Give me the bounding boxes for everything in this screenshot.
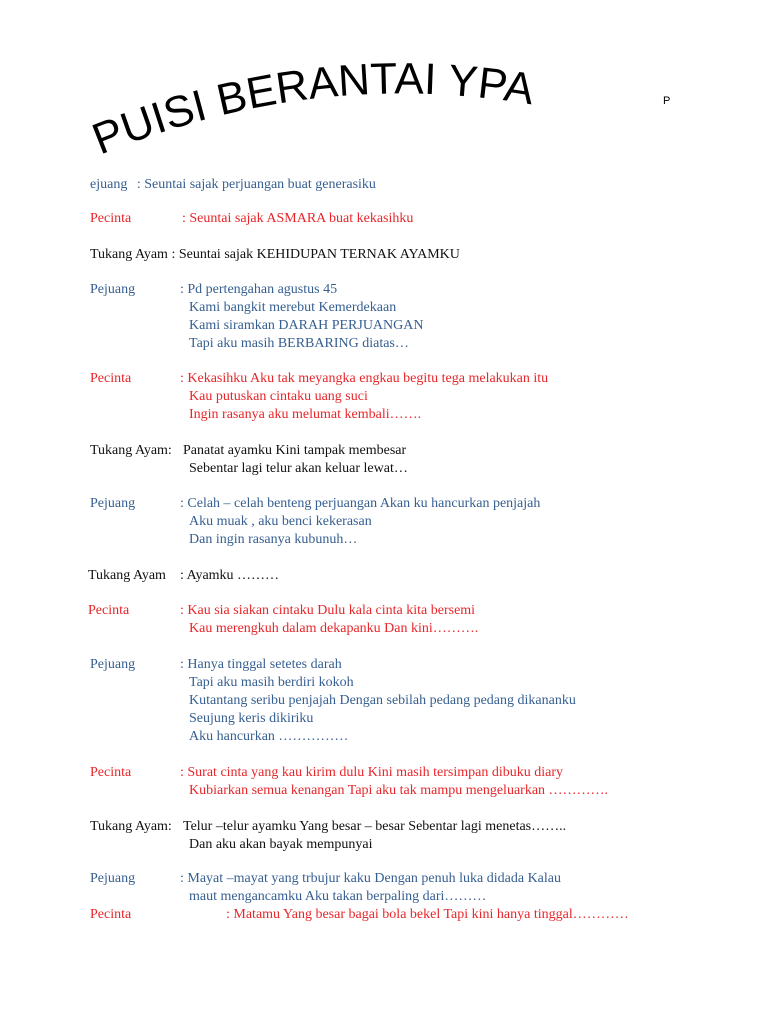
stanza-line: Panatat ayamku Kini tampak membesar [183, 443, 407, 458]
stanza-line: Kami siramkan DARAH PERJUANGAN [189, 318, 424, 333]
intro-separator: : [136, 177, 141, 192]
stanza-line: Tapi aku masih BERBARING diatas… [189, 336, 409, 351]
stanza-line: Aku hancurkan …………… [189, 729, 349, 744]
stanza-line: Seujung keris dikiriku [189, 711, 314, 726]
intro-line-pecinta [90, 210, 413, 228]
stanza-line: Dan ingin rasanya kubunuh… [189, 532, 358, 547]
stanza-line: Kami bangkit merebut Kemerdekaan [189, 300, 397, 315]
intro-speaker: Pecinta [90, 211, 132, 226]
stanza-line: : Kekasihku Aku tak meyangka engkau begitu tega melakukan itu [180, 371, 549, 386]
poem-title-path: PUISI BERANTAI YPA [85, 54, 538, 165]
intro-text: Seuntai sajak perjuangan buat generasiku [144, 177, 376, 192]
stanza-speaker: Pecinta [88, 603, 130, 618]
stanza-line: Ingin rasanya aku melumat kembali……. [189, 407, 422, 422]
stanza-speaker: Tukang Ayam [88, 568, 166, 583]
stanza-speaker: Pecinta [90, 907, 132, 922]
stanza-line: : Mayat –mayat yang trbujur kaku Dengan penuh luka didada Kalau [180, 871, 561, 886]
stanza-line: Kubiarkan semua kenangan Tapi aku tak mampu mengeluarkan …………. [189, 783, 609, 798]
stanza-line: Kutantang seribu penjajah Dengan sebilah pedang pedang dikananku [189, 693, 576, 708]
stanza-speaker: Pejuang [90, 657, 136, 672]
stanza-line: : Matamu Yang besar bagai bola bekel Tapi kini hanya tinggal………… [226, 907, 629, 922]
stanza-line: : Hanya tinggal setetes darah [180, 657, 342, 672]
stanza-line: Kau merengkuh dalam dekapanku Dan kini………. [189, 621, 479, 636]
stanza-speaker: Tukang Ayam: [90, 443, 172, 458]
intro-text: Seuntai sajak KEHIDUPAN TERNAK AYAMKU [178, 247, 460, 262]
stanza-line: : Celah – celah benteng perjuangan Akan ku hancurkan penjajah [180, 496, 541, 511]
stanza-line: maut mengancamku Aku takan berpaling dari……… [189, 889, 487, 904]
stanza-speaker: Pejuang [90, 496, 136, 511]
stanza-line: Aku muak , aku benci kekerasan [189, 514, 372, 529]
corner-mark: P [663, 95, 671, 107]
intro-separator: : [171, 247, 176, 262]
stanza-line: : Kau sia siakan cintaku Dulu kala cinta kita bersemi [180, 603, 476, 618]
stanza-line: : Surat cinta yang kau kirim dulu Kini masih tersimpan dibuku diary [180, 765, 563, 780]
intro-text: Seuntai sajak ASMARA buat kekasihku [189, 211, 414, 226]
poem-title-text [86, 54, 538, 164]
stanza-speaker: Pecinta [90, 765, 132, 780]
intro-speaker: Tukang Ayam [90, 247, 168, 262]
stanza-line: Telur –telur ayamku Yang besar – besar Sebentar lagi menetas…….. [183, 819, 567, 834]
intro-separator: : [182, 211, 186, 226]
intro-line-pejuang [90, 176, 376, 194]
stanza-line: Dan aku akan bayak mempunyai [189, 837, 373, 852]
stanza-line: Tapi aku masih berdiri kokoh [189, 675, 354, 690]
stanza-speaker: Tukang Ayam: [90, 819, 172, 834]
stanza-line: Sebentar lagi telur akan keluar lewat… [189, 461, 408, 476]
stanza-line: : Pd pertengahan agustus 45 [180, 282, 338, 297]
stanza-line: Kau putuskan cintaku uang suci [189, 389, 368, 404]
stanza-speaker: Pecinta [90, 371, 132, 386]
intro-line-tukang-ayam [90, 246, 460, 264]
stanza-line: : Ayamku ……… [180, 568, 280, 583]
intro-speaker: ejuang [90, 177, 128, 192]
poem-title [0, 0, 768, 200]
stanza-speaker: Pejuang [90, 282, 136, 297]
stanza-speaker: Pejuang [90, 871, 136, 886]
